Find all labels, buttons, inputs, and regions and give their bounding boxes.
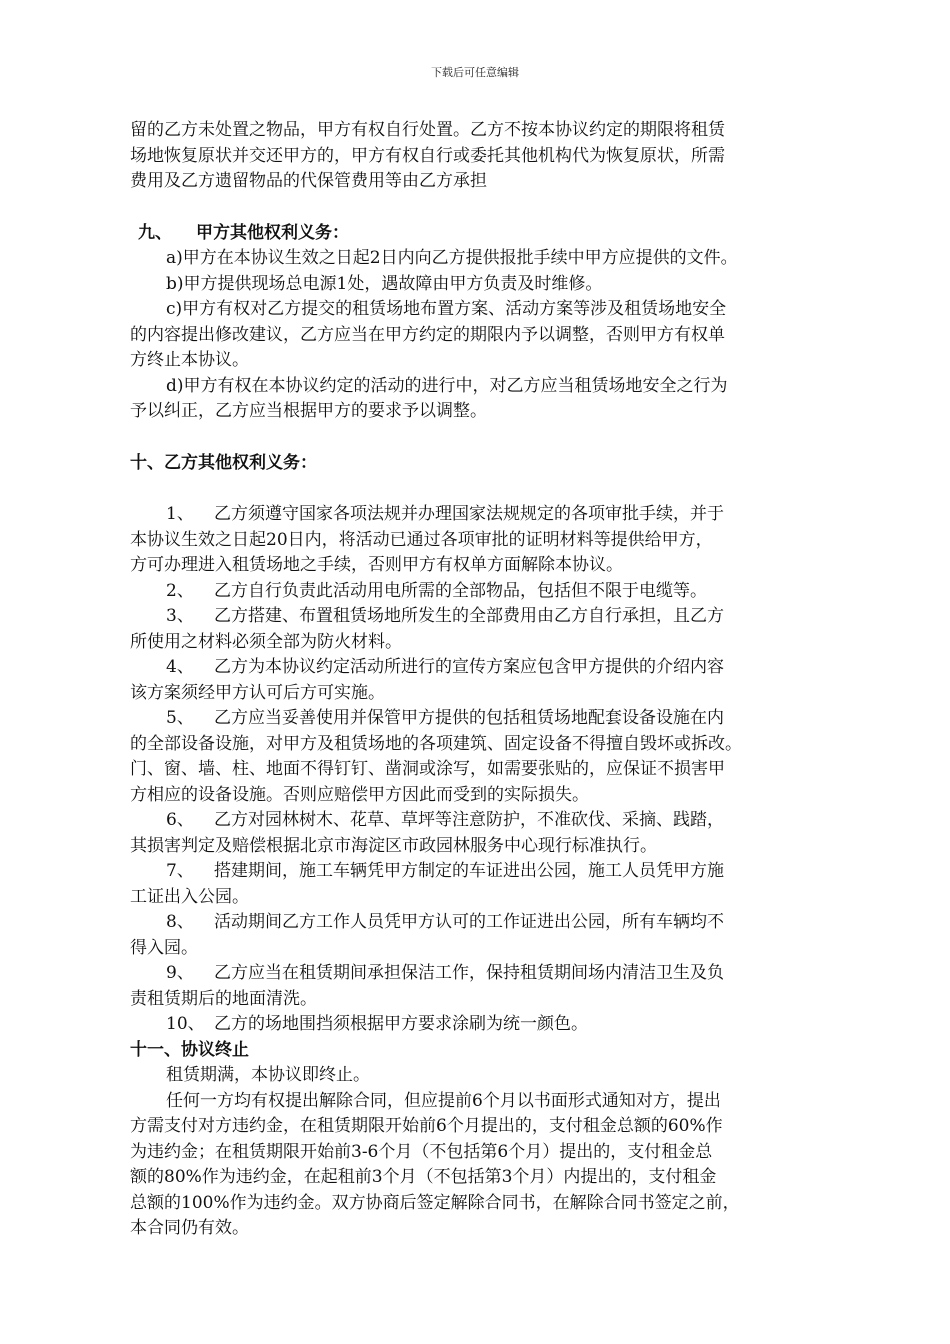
list-item-line: 方相应的设备设施。否则应赔偿甲方因此而受到的实际损失。 — [130, 784, 589, 805]
list-item-text: 乙方搭建、布置租赁场地所发生的全部费用由乙方自行承担，且乙方 — [214, 606, 724, 626]
list-item-line: 其损害判定及赔偿根据北京市海淀区市政园林服务中心现行标准执行。 — [130, 835, 657, 856]
section-10-list — [130, 502, 820, 1038]
list-item-first-line — [130, 808, 820, 834]
list-item-first-line — [130, 502, 820, 528]
list-item — [130, 808, 820, 859]
list-item-line: 方可办理进入租赁场地之手续，否则甲方有权单方面解除本协议。 — [130, 555, 623, 575]
list-item-line: 所使用之材料必须全部为防火材料。 — [130, 631, 402, 652]
list-item — [130, 655, 820, 706]
list-item-number: 5、 — [166, 708, 194, 728]
list-item — [130, 502, 820, 579]
list-item-number: 1、 — [166, 504, 194, 524]
intro-line: 场地恢复原状并交还甲方的，甲方有权自行或委托其他机构代为恢复原状，所需 — [130, 145, 725, 166]
list-item-first-line — [130, 1012, 820, 1038]
section-10-heading: 十、乙方其他权利义务： — [130, 452, 317, 473]
list-item-first-line — [130, 706, 820, 732]
section-9-heading — [130, 221, 820, 247]
list-item-line: 得入园。 — [130, 937, 198, 958]
list-item-line: 的全部设备设施，对甲方及租赁场地的各项建筑、固定设备不得擅自毁坏或拆改。 — [130, 733, 742, 754]
list-item-first-line — [130, 859, 820, 885]
section-9-line: c)甲方有权对乙方提交的租赁场地布置方案、活动方案等涉及租赁场地安全 — [166, 299, 727, 319]
section-9-line: 方终止本协议。 — [130, 350, 249, 370]
section-11-body — [130, 1063, 820, 1242]
section-11-line: 方需支付对方违约金，在租赁期限开始前6个月提出的，支付租金总额的60%作 — [130, 1116, 723, 1136]
list-item-first-line — [130, 604, 820, 630]
list-item-line: 本协议生效之日起20日内，将活动已通过各项审批的证明材料等提供给甲方， — [130, 529, 713, 550]
list-item — [130, 1012, 820, 1038]
list-item — [130, 859, 820, 910]
list-item-line: 责租赁期后的地面清洗。 — [130, 988, 317, 1009]
section-11-line: 额的80%作为违约金，在起租前3个月（不包括第3个月）内提出的，支付租金 — [130, 1167, 717, 1187]
list-item-number: 10、 — [166, 1014, 205, 1034]
section-11-line: 任何一方均有权提出解除合同，但应提前6个月以书面形式通知对方，提出 — [166, 1090, 721, 1111]
section-9-line: b)甲方提供现场总电源1处，遇故障由甲方负责及时维修。 — [166, 273, 603, 294]
list-item-text: 搭建期间，施工车辆凭甲方制定的车证进出公园，施工人员凭甲方施 — [214, 861, 724, 881]
list-item-text: 活动期间乙方工作人员凭甲方认可的工作证进出公园，所有车辆均不 — [214, 912, 724, 932]
list-item-text: 乙方对园林树木、花草、草坪等注意防护，不准砍伐、采摘、践踏， — [214, 810, 724, 830]
section-11-line: 总额的100%作为违约金。双方协商后签定解除合同书，在解除合同书签定之前， — [130, 1192, 740, 1213]
section-9-number: 九、 — [138, 222, 172, 243]
list-item-first-line — [130, 961, 820, 987]
section-9-line: a)甲方在本协议生效之日起2日内向乙方提供报批手续中甲方应提供的文件。 — [166, 248, 738, 268]
section-9-line: 予以纠正，乙方应当根据甲方的要求予以调整。 — [130, 401, 487, 421]
list-item-text: 乙方的场地围挡须根据甲方要求涂刷为统一颜色。 — [214, 1014, 588, 1034]
list-item-text: 乙方应当在租赁期间承担保洁工作，保持租赁期间场内清洁卫生及负 — [214, 963, 724, 983]
list-item — [130, 910, 820, 961]
list-item-number: 6、 — [166, 810, 194, 830]
document-body — [130, 118, 820, 1242]
section-9-line: 的内容提出修改建议，乙方应当在甲方约定的期限内予以调整，否则甲方有权单 — [130, 324, 725, 345]
intro-line: 留的乙方未处置之物品，甲方有权自行处置。乙方不按本协议约定的期限将租赁 — [130, 120, 725, 140]
list-item — [130, 579, 820, 605]
list-item-number: 9、 — [166, 963, 194, 983]
section-11-line: 本合同仍有效。 — [130, 1218, 249, 1238]
list-item-line: 工证出入公园。 — [130, 886, 249, 907]
list-item-first-line — [130, 910, 820, 936]
section-9-line: d)甲方有权在本协议约定的活动的进行中，对乙方应当租赁场地安全之行为 — [166, 375, 728, 396]
list-item-number: 7、 — [166, 861, 194, 881]
list-item-number: 8、 — [166, 912, 194, 932]
section-9-title: 甲方其他权利义务： — [196, 222, 349, 243]
intro-paragraph — [130, 118, 820, 195]
section-9-body — [130, 246, 820, 425]
list-item — [130, 706, 820, 808]
list-item-text: 乙方为本协议约定活动所进行的宣传方案应包含甲方提供的介绍内容 — [214, 657, 724, 677]
list-item-text: 乙方应当妥善使用并保管甲方提供的包括租赁场地配套设备设施在内 — [214, 708, 724, 728]
intro-line: 费用及乙方遗留物品的代保管费用等由乙方承担 — [130, 171, 487, 191]
list-item-first-line — [130, 579, 820, 605]
page-header: 下载后可任意编辑 — [431, 66, 519, 79]
list-item — [130, 604, 820, 655]
section-11-line: 租赁期满，本协议即终止。 — [166, 1065, 370, 1085]
list-item-number: 2、 — [166, 580, 194, 601]
list-item-first-line — [130, 655, 820, 681]
list-item-line: 门、窗、墙、柱、地面不得钉钉、凿洞或涂写，如需要张贴的，应保证不损害甲 — [130, 759, 725, 779]
list-item-number: 3、 — [166, 606, 194, 626]
list-item-number: 4、 — [166, 657, 194, 677]
list-item-text: 乙方自行负责此活动用电所需的全部物品，包括但不限于电缆等。 — [214, 580, 707, 601]
list-item — [130, 961, 820, 1012]
section-11-line: 为违约金；在租赁期限开始前3-6个月（不包括第6个月）提出的，支付租金总 — [130, 1141, 713, 1162]
list-item-text: 乙方须遵守国家各项法规并办理国家法规规定的各项审批手续，并于 — [214, 504, 724, 524]
section-11-heading: 十一、协议终止 — [130, 1039, 249, 1060]
list-item-line: 该方案须经甲方认可后方可实施。 — [130, 682, 385, 703]
